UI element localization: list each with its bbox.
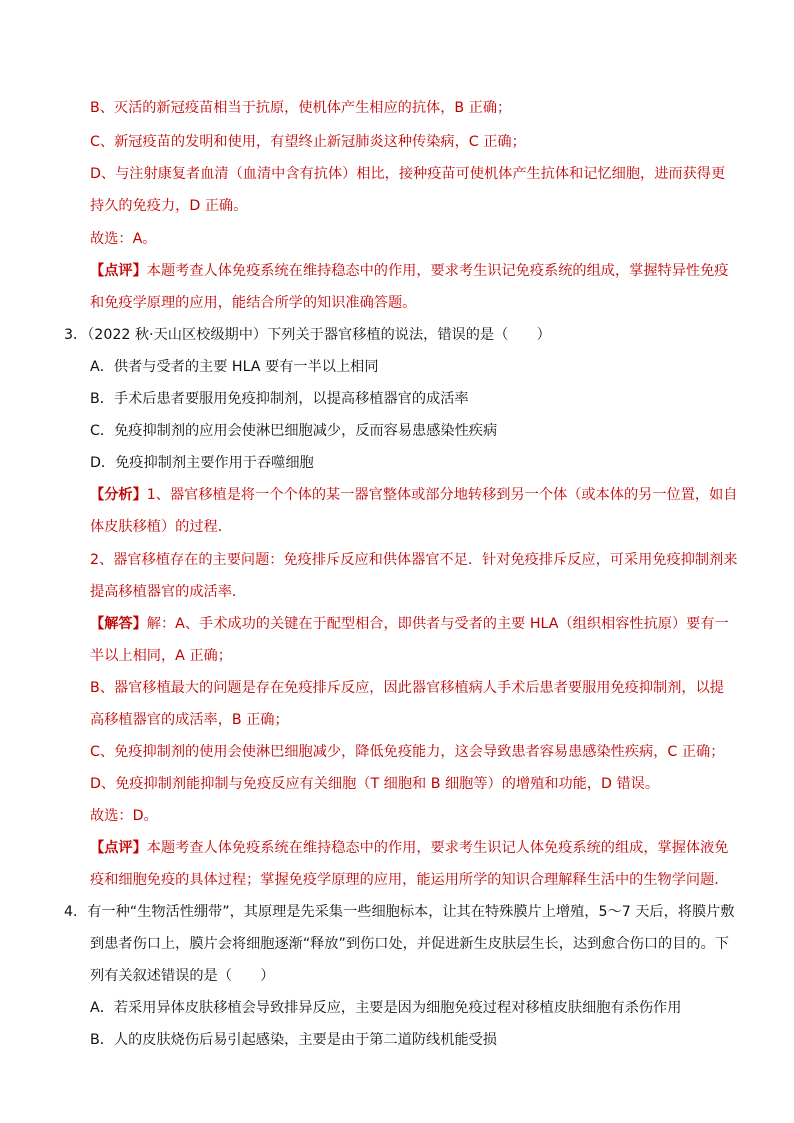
answer-tag: 【解答】 — [90, 616, 147, 632]
q3-option-c: C．免疫抑制剂的应用会使淋巴细胞减少，反而容易患感染性疾病 — [90, 423, 498, 439]
q3-answer — [90, 614, 729, 634]
q3-answer-b-cont: 高移植器官的成活率，B 正确； — [90, 712, 289, 728]
comment-tag: 【点评】 — [90, 840, 147, 856]
q3-comment-text: 本题考查人体免疫系统在维持稳态中的作用，要求考生识记人体免疫系统的组成，掌握体液免 — [146, 840, 729, 856]
q3-answer-d: D、免疫抑制剂能抑制与免疫反应有关细胞（T 细胞和 B 细胞等）的增殖和功能，D 错误。 — [90, 776, 660, 792]
q3-analysis-text: 1、器官移植是将一个个体的某一器官整体或部分地转移到另一个体（或本体的另一位置，如自 — [146, 487, 738, 503]
comment-tag: 【点评】 — [90, 263, 147, 279]
q3-stem: 3．（2022 秋·天山区校级期中）下列关于器官移植的说法，错误的是（ ） — [64, 327, 551, 343]
q3-analysis-2: 2、器官移植存在的主要问题：免疫排斥反应和供体器官不足．针对免疫排斥反应，可采用免疫抑制剂来 — [90, 552, 738, 568]
q3-answer-c: C、免疫抑制剂的使用会使淋巴细胞减少，降低免疫能力，这会导致患者容易患感染性疾病，C 正确； — [90, 744, 725, 760]
q4-option-a: A．若采用异体皮肤移植会导致排异反应，主要是因为细胞免疫过程对移植皮肤细胞有杀伤作用 — [90, 1000, 682, 1016]
q4-option-b: B．人的皮肤烧伤后易引起感染，主要是由于第二道防线机能受损 — [90, 1032, 497, 1048]
q2-comment-cont: 和免疫学原理的应用，能结合所学的知识准确答题。 — [90, 295, 417, 311]
q2-explanation-d: D、与注射康复者血清（血清中含有抗体）相比，接种疫苗可使机体产生抗体和记忆细胞，进而获得更 — [90, 166, 726, 182]
q3-analysis — [90, 485, 737, 505]
q3-comment-cont: 疫和细胞免疫的具体过程；掌握免疫学原理的应用，能运用所学的知识合理解释生活中的生物学问题． — [90, 872, 729, 888]
q2-explanation-d-cont: 持久的免疫力，D 正确。 — [90, 198, 248, 214]
q3-option-d: D．免疫抑制剂主要作用于吞噬细胞 — [90, 455, 314, 471]
q3-analysis-2-cont: 提高移植器官的成活率． — [90, 584, 247, 600]
q3-answer-b: B、器官移植最大的问题是存在免疫排斥反应，因此器官移植病人手术后患者要服用免疫抑制剂，以提 — [90, 680, 724, 696]
q2-comment — [90, 261, 728, 281]
q4-stem-cont-1: 到患者伤口上，膜片会将细胞逐渐“释放”到伤口处，并促进新生皮肤层生长，达到愈合伤口的目的。下 — [90, 936, 729, 952]
q3-answer-a-cont: 半以上相同，A 正确； — [90, 648, 232, 664]
q4-stem-cont-2: 列有关叙述错误的是（ ） — [90, 968, 275, 984]
q3-option-a: A．供者与受者的主要 HLA 要有一半以上相同 — [90, 359, 379, 375]
q2-comment-text: 本题考查人体免疫系统在维持稳态中的作用，要求考生识记免疫系统的组成，掌握特异性免疫 — [146, 263, 729, 279]
q2-choice: 故选：A。 — [90, 231, 157, 247]
q2-explanation-b: B、灭活的新冠疫苗相当于抗原，使机体产生相应的抗体，B 正确； — [90, 100, 512, 116]
q4-stem: 4．有一种“生物活性绷带”，其原理是先采集一些细胞标本，让其在特殊膜片上增殖，5～7 天后，将膜片敷 — [64, 904, 735, 920]
q3-comment — [90, 838, 728, 858]
analysis-tag: 【分析】 — [90, 487, 147, 503]
q3-analysis-cont: 体皮肤移植）的过程． — [90, 519, 232, 535]
q2-explanation-c: C、新冠疫苗的发明和使用，有望终止新冠肺炎这种传染病，C 正确； — [90, 134, 526, 150]
q3-option-b: B．手术后患者要服用免疫抑制剂，以提高移植器官的成活率 — [90, 391, 469, 407]
q3-choice: 故选：D。 — [90, 808, 158, 824]
q3-answer-text: 解：A、手术成功的关键在于配型相合，即供者与受者的主要 HLA（组织相容性抗原）要有一 — [146, 616, 729, 632]
